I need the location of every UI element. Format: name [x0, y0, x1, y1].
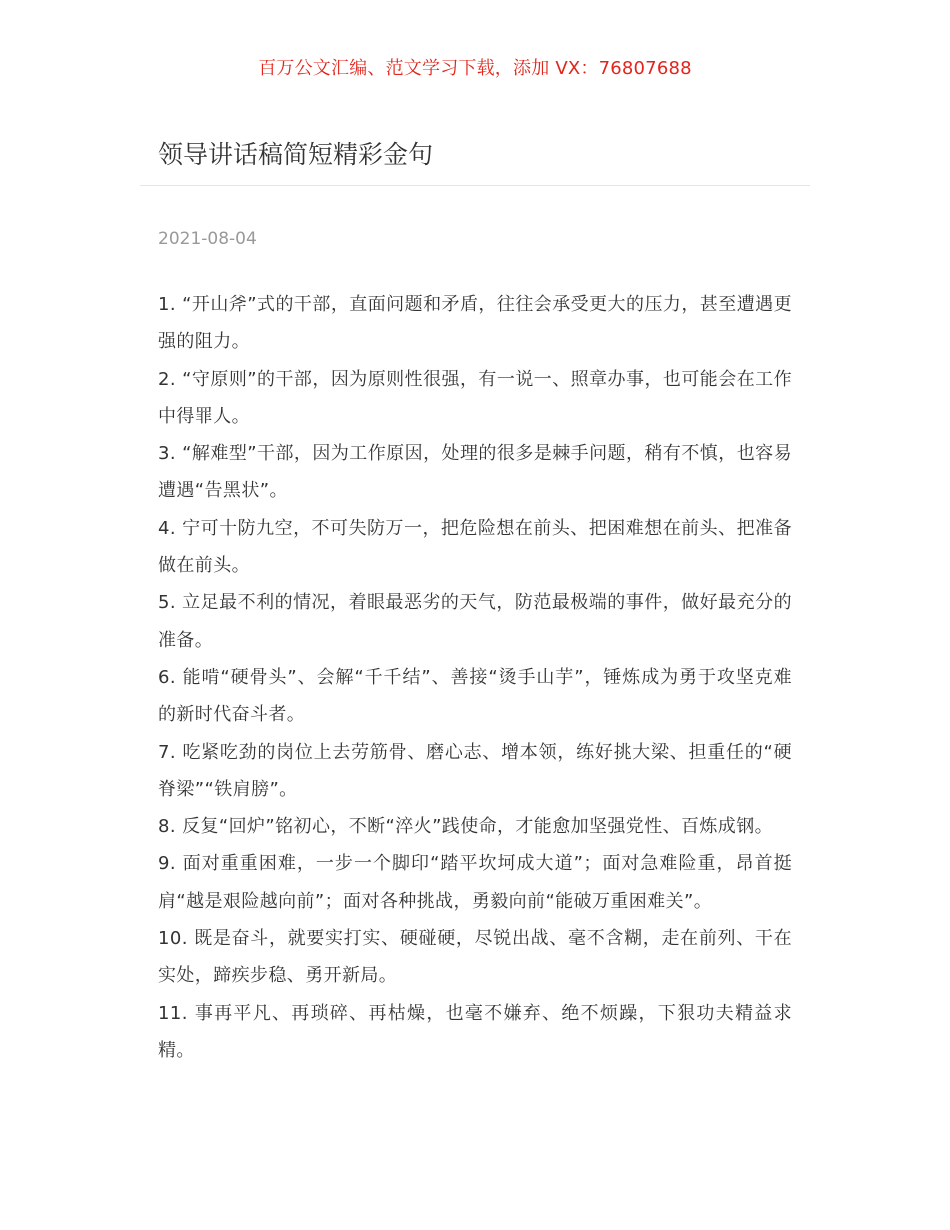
list-item: 9. 面对重重困难，一步一个脚印“踏平坎坷成大道”；面对急难险重，昂首挺肩“越是艰险越向前”；面对各种挑战，勇毅向前“能破万重困难关”。 — [158, 853, 792, 912]
promo-banner: 百万公文汇编、范文学习下载，添加 VX：76807688 — [258, 58, 692, 79]
list-item: 1. “开山斧”式的干部，直面问题和矛盾，往往会承受更大的压力，甚至遭遇更强的阻力。 — [158, 294, 792, 353]
article-title: 领导讲话稿简短精彩金句 — [158, 140, 434, 169]
publish-date: 2021-08-04 — [158, 229, 257, 249]
list-item: 10. 既是奋斗，就要实打实、硬碰硬，尽锐出战、毫不含糊，走在前列、干在实处，蹄疾步稳、勇开新局。 — [158, 928, 792, 987]
list-item: 2. “守原则”的干部，因为原则性很强，有一说一、照章办事，也可能会在工作中得罪人。 — [158, 368, 792, 427]
article-content — [158, 286, 792, 1069]
list-item: 3. “解难型”干部，因为工作原因，处理的很多是棘手问题，稍有不慎，也容易遭遇“告黑状”。 — [158, 443, 792, 502]
list-item: 8. 反复“回炉”铭初心，不断“淬火”践使命，才能愈加坚强党性、百炼成钢。 — [158, 816, 773, 838]
list-item: 7. 吃紧吃劲的岗位上去劳筋骨、磨心志、增本领，练好挑大梁、担重任的“硬脊梁”“铁肩膀”。 — [158, 741, 792, 800]
list-item: 4. 宁可十防九空，不可失防万一，把危险想在前头、把困难想在前头、把准备做在前头。 — [158, 517, 792, 577]
list-item: 6. 能啃“硬骨头”、会解“千千结”、善接“烫手山芋”，锤炼成为勇于攻坚克难的新时代奋斗者。 — [158, 666, 792, 726]
list-item: 11. 事再平凡、再琐碎、再枯燥，也毫不嫌弃、绝不烦躁，下狠功夫精益求精。 — [158, 1002, 792, 1061]
title-divider — [140, 185, 810, 186]
list-item: 5. 立足最不利的情况，着眼最恶劣的天气，防范最极端的事件，做好最充分的准备。 — [158, 592, 792, 651]
